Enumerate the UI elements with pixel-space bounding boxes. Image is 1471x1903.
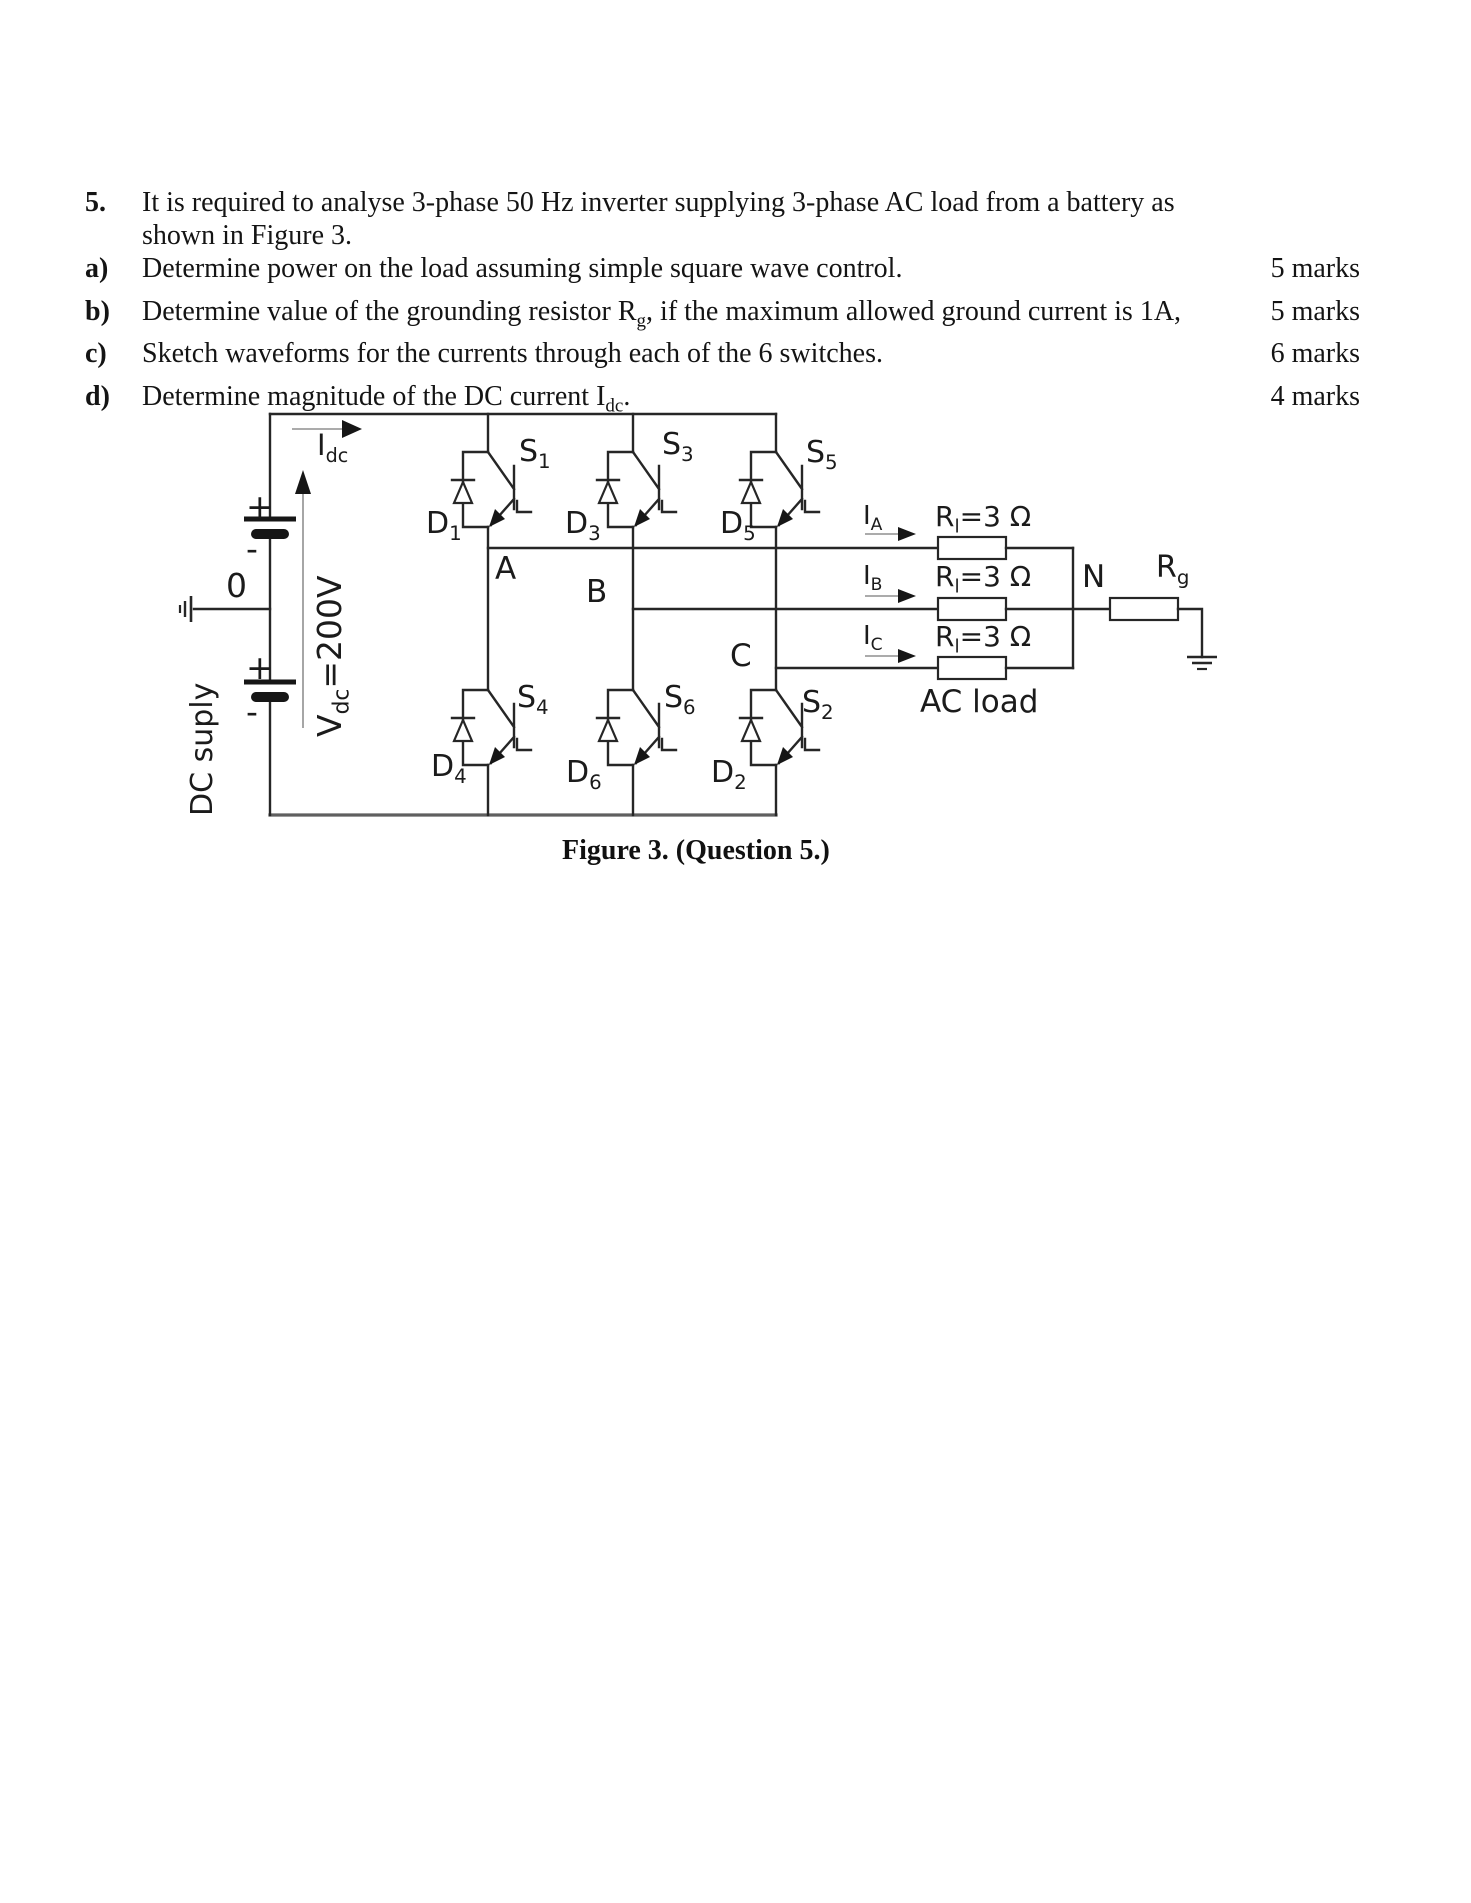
diode-d4-label: $D_4$ <box>431 749 467 788</box>
battery-bottom-minus-label: - <box>246 692 258 731</box>
battery-bottom-plus-label: + <box>246 648 274 687</box>
node-n-label: N <box>1082 559 1106 595</box>
grounding-resistor-label: $R_g$ <box>1156 550 1190 589</box>
part-c-marks: 6 marks <box>1270 338 1360 370</box>
part-b-marks: 5 marks <box>1270 295 1360 327</box>
diode-d5-label: $D_5$ <box>720 506 756 545</box>
dc-supply-label: DC suply <box>185 682 220 816</box>
switch-s2-label: $S_2$ <box>802 685 834 724</box>
ac-load-label: AC load <box>920 684 1039 720</box>
load-resistor-c-label: $R_l=3$ Ω <box>935 620 1032 658</box>
diode-d2-label: $D_2$ <box>711 755 747 794</box>
question-intro-line1: It is required to analyse 3-phase 50 Hz inverter supplying 3-phase AC load from a battery as <box>142 187 1175 218</box>
switch-s4-label: $S_4$ <box>517 680 549 719</box>
switch-s6-label: $S_6$ <box>664 680 696 719</box>
battery-symbol <box>244 414 296 815</box>
part-d-marks: 4 marks <box>1270 380 1360 412</box>
question-intro-line2: shown in Figure 3. <box>142 220 352 251</box>
switch-s1-label: $S_1$ <box>519 434 551 473</box>
part-d-label: d) <box>85 380 110 412</box>
load-resistor-symbols <box>938 537 1073 679</box>
battery-midpoint-zero-label: 0 <box>226 566 247 605</box>
diode-d6-label: $D_6$ <box>566 755 602 794</box>
load-resistor-a-label: $R_l=3$ Ω <box>935 500 1032 538</box>
midpoint-ground-icon <box>180 596 270 622</box>
battery-top-plus-label: + <box>246 487 274 526</box>
load-resistor-b-label: $R_l=3$ Ω <box>935 560 1032 598</box>
current-ib-label: $I_B$ <box>863 561 883 596</box>
diode-d1-label: $D_1$ <box>426 506 462 545</box>
part-a-text: Determine power on the load assuming simple square wave control. <box>142 253 903 284</box>
part-a-marks: 5 marks <box>1270 253 1360 284</box>
vdc-voltage-label: $V_{dc}=200V$ <box>310 575 355 737</box>
node-b-label: B <box>586 574 608 610</box>
question-number: 5. <box>85 187 106 218</box>
part-b-label: b) <box>85 295 110 327</box>
node-c-label: C <box>730 638 752 674</box>
part-a-label: a) <box>85 253 109 284</box>
node-a-label: A <box>495 551 517 587</box>
earth-ground-icon <box>1187 657 1217 669</box>
part-b-text: Determine value of the grounding resistor $R_g$, if the maximum allowed ground current is 1A, <box>142 295 1182 332</box>
part-d-text: Determine magnitude of the DC current $I_{dc}$. <box>142 380 631 417</box>
current-ia-label: $I_A$ <box>863 501 883 536</box>
figure-caption: Figure 3. (Question 5.) <box>562 835 830 866</box>
part-c-text: Sketch waveforms for the currents through each of the 6 switches. <box>142 338 883 370</box>
vdc-arrow-icon <box>295 470 311 728</box>
diode-d3-label: $D_3$ <box>565 506 601 545</box>
battery-top-minus-label: - <box>246 529 258 568</box>
idc-current-label: $I_{dc}$ <box>317 428 349 467</box>
current-ic-label: $I_C$ <box>863 621 883 656</box>
switch-s5-label: $S_5$ <box>806 435 838 474</box>
switch-s3-label: $S_3$ <box>662 427 694 466</box>
part-c-label: c) <box>85 338 107 370</box>
grounding-resistor-branch <box>1073 598 1202 657</box>
